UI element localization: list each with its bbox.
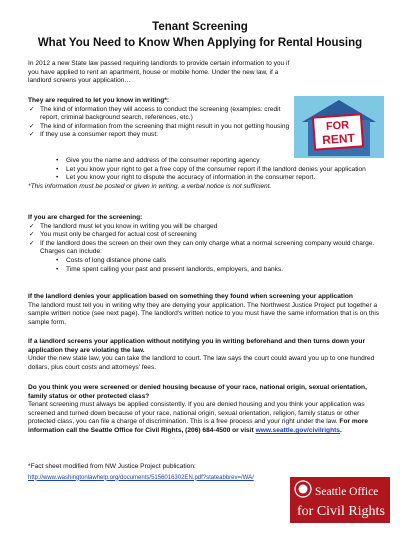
intro-paragraph: In 2012 a new State law passed requiring landlords to provide certain information to you if you have applied to rent an apartment, house or mobile home. Under the new law, if a landlord screens your application… <box>28 60 290 85</box>
discrimination-heading: Do you think you were screened or denied housing because of your race, national origin, sexual orientation, family status or other protected class? <box>28 384 367 400</box>
charges-list <box>54 257 380 274</box>
footnote-text: *Fact sheet modified from NW Justice Project publication: <box>28 463 196 470</box>
list-item: • Costs of long distance phone calls <box>54 257 380 266</box>
consumer-report-section <box>28 157 380 191</box>
charged-list <box>28 223 380 257</box>
list-item: ✓ The kind of information they will access to conduct the screening (examples: credit report, criminal background search, references, etc.) <box>28 106 290 123</box>
list-item: • Time spent calling your past and present landlords, employers, and banks. <box>54 266 380 275</box>
footnote-link[interactable]: http://www.washingtonlawhelp.org/documents/5156016302EN.pdf?stateabbrev=/WA/ <box>28 474 254 481</box>
sign-text-rent: RENT <box>321 130 356 148</box>
denied-heading: If the landlord denies your application based on something they found when screening your application <box>28 293 353 300</box>
required-heading: They are required to let you know in writing*: <box>28 97 170 104</box>
charged-heading: If you are charged for the screening: <box>28 214 143 221</box>
civil-rights-link[interactable]: www.seattle.gov/civilrights <box>255 426 340 434</box>
consumer-report-list <box>54 157 380 183</box>
logo-line-2: for Civil Rights <box>297 504 385 519</box>
contact-period: . <box>339 426 342 434</box>
seal-center-icon <box>299 485 308 494</box>
list-item: • Let you know your right to dispute the accuracy of information in the consumer report. <box>54 174 380 183</box>
list-item: ✓ The kind of information from the screening that might result in you not getting housing <box>28 123 290 132</box>
list-item: ✓ The landlord must let you know in writing you will be charged <box>28 223 380 232</box>
list-item: ✓ If they use a consumer report they must: <box>28 131 290 140</box>
writing-note: *This information must be posted or given in writing, a verbal notice is not sufficient. <box>28 182 272 190</box>
discrimination-text: Tenant screening must always be applied consistently. If you are denied housing and you think your application was screened and turned down because of your race, national origin, sexual orientation, religion, family status or other protected class, you can file a charge of discrimination. This is a free process and your right under the law. <box>28 401 365 426</box>
title-line-1: Tenant Screening <box>152 21 248 33</box>
contact-text: For more information call the Seattle Office for Civil Rights, (206) 684-4500 or visit <box>28 418 368 434</box>
footnote <box>28 463 290 482</box>
discrimination-body <box>28 401 380 435</box>
no-notice-heading: If a landlord screens your application without notifying you in writing beforehand and then turns down your application they are violating the law. <box>28 338 366 354</box>
list-item: ✓ If the landlord does the screen on their own they can only charge what a normal screening company would charge. Charges can include: <box>28 240 380 257</box>
seattle-civil-rights-logo <box>290 477 390 523</box>
required-list <box>28 106 290 140</box>
logo-line-1: Seattle Office <box>315 486 379 498</box>
for-rent-sign-image <box>294 96 384 158</box>
denied-body: The landlord must tell you in writing why they are denying your application. The Northwest Justice Project put together a sample written notice (see next page). The landlord's written notice to you must have the same information that is on this sample form. <box>28 301 380 326</box>
list-item: • Let you know your right to get a free copy of the consumer report if the landlord denies your application <box>54 166 380 175</box>
discrimination-section <box>28 384 380 436</box>
denied-section <box>28 293 380 327</box>
no-notice-section <box>28 338 380 372</box>
list-item: • Give you the name and address of the consumer reporting agency <box>54 157 380 166</box>
required-section <box>28 97 290 140</box>
list-item: ✓ You must only be charged for actual cost of screening <box>28 231 380 240</box>
title-line-2: What You Need to Know When Applying for Rental Housing <box>37 37 363 49</box>
sign-text-for: FOR <box>325 119 350 133</box>
no-notice-body: Under the new state law, you can take the landlord to court. The law says the court could award you up to one hundred dollars, plus court costs and attorneys' fees. <box>28 355 375 371</box>
logo-graphic <box>290 477 390 523</box>
charged-section <box>28 214 380 274</box>
